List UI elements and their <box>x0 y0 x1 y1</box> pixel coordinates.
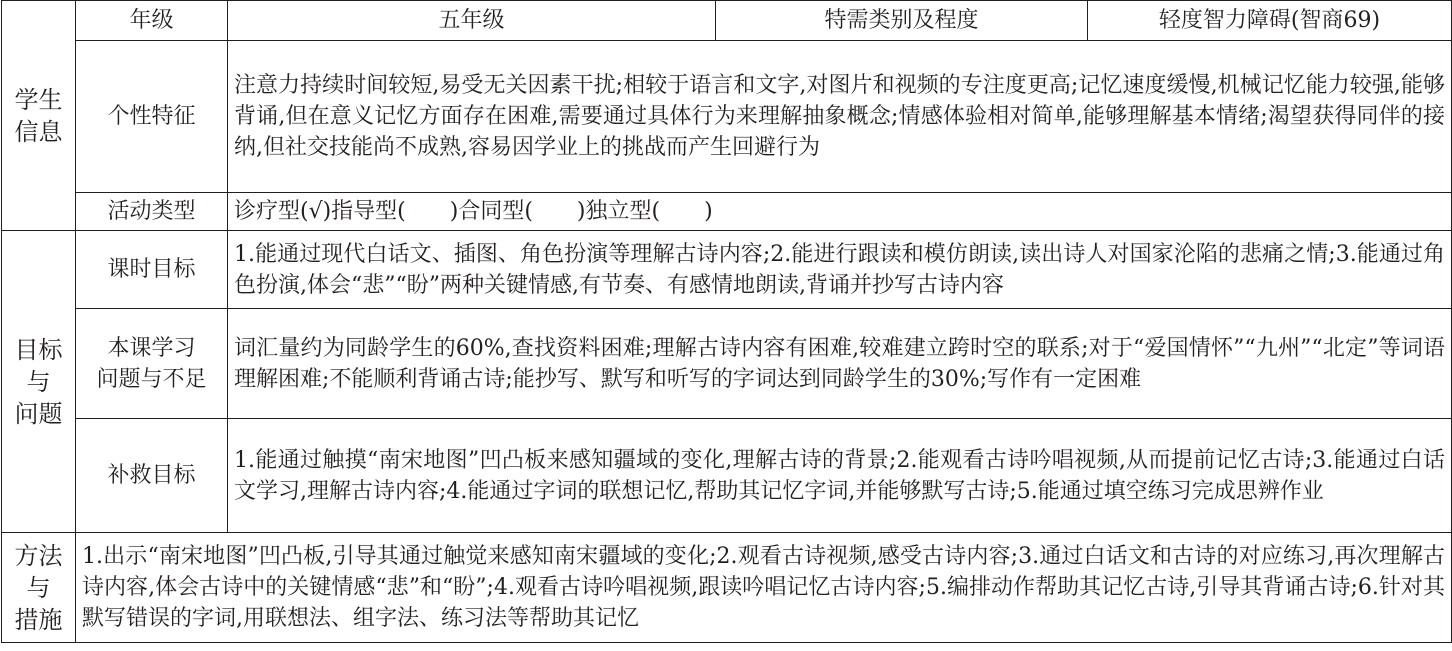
remedy-label: 补救目标 <box>76 419 228 533</box>
section-text: 与 <box>26 367 51 396</box>
special-category-label: 特需类别及程度 <box>716 1 1088 41</box>
section-student-info <box>2 1 76 231</box>
problem-text: 词汇量约为同龄学生的60%,查找资料困难;理解古诗内容有困难,较难建立跨时空的联系;对于“爱国情怀”“九州”“北定”等词语理解困难;不能顺利背诵古诗;能抄写、默写和听写的字词达到同龄学生的30%;写作有一定困难 <box>228 309 1452 419</box>
section-text: 信息 <box>14 117 63 146</box>
lesson-goal-row <box>2 231 1452 309</box>
section-text: 与 <box>26 573 51 602</box>
lesson-goal-text: 1.能通过现代白话文、插图、角色扮演等理解古诗内容;2.能进行跟读和模仿朗读,读出诗人对国家沦陷的悲痛之情;3.能通过角色扮演,体会“悲”“盼”两种关键情感,有节奏、有感情地朗读,背诵并抄写古诗内容 <box>228 231 1452 309</box>
activity-options: 诊疗型(√)指导型( )合同型( )独立型( ) <box>228 193 1452 231</box>
problem-label-line: 本课学习 <box>107 335 196 361</box>
problem-label <box>76 309 228 419</box>
personality-row <box>2 41 1452 193</box>
remedy-text: 1.能通过触摸“南宋地图”凹凸板来感知疆域的变化,理解古诗的背景;2.能观看古诗吟唱视频,从而提前记忆古诗;3.能通过白话文学习,理解古诗内容;4.能通过字词的联想记忆,帮助其记忆字词,并能够默写古诗;5.能通过填空练习完成思辨作业 <box>228 419 1452 533</box>
personality-text: 注意力持续时间较短,易受无关因素干扰;相较于语言和文字,对图片和视频的专注度更高;记忆速度缓慢,机械记忆能力较强,能够背诵,但在意义记忆方面存在困难,需要通过具体行为来理解抽象概念;情感体验相对简单,能够理解基本情绪;渴望获得同伴的接纳,但社交技能尚不成熟,容易因学业上的挑战而产生回避行为 <box>228 41 1452 193</box>
problem-row <box>2 309 1452 419</box>
grade-label: 年级 <box>76 1 228 41</box>
section-text: 目标 <box>14 335 63 364</box>
activity-label: 活动类型 <box>76 193 228 231</box>
section-text: 问题 <box>14 399 63 428</box>
methods-row <box>2 533 1452 643</box>
remedy-row <box>2 419 1452 533</box>
section-text: 方法 <box>14 541 63 570</box>
methods-text: 1.出示“南宋地图”凹凸板,引导其通过触觉来感知南宋疆域的变化;2.观看古诗视频,感受古诗内容;3.通过白话文和古诗的对应练习,再次理解古诗内容,体会古诗中的关键情感“悲”和“盼”;4.观看古诗吟唱视频,跟读吟唱记忆古诗内容;5.编排动作帮助其记忆古诗,引导其背诵古诗;6.针对其默写错误的字词,用联想法、组字法、练习法等帮助其记忆 <box>76 533 1452 643</box>
special-category-value: 轻度智力障碍(智商69) <box>1088 1 1452 41</box>
personality-label: 个性特征 <box>76 41 228 193</box>
lesson-goal-label: 课时目标 <box>76 231 228 309</box>
section-text: 措施 <box>14 605 63 634</box>
grade-value: 五年级 <box>228 1 716 41</box>
section-methods <box>2 533 76 643</box>
grade-row <box>2 1 1452 41</box>
section-text: 学生 <box>14 85 63 114</box>
section-goals-problems <box>2 231 76 533</box>
iep-table <box>1 0 1452 643</box>
problem-label-line: 问题与不足 <box>96 366 207 392</box>
activity-row <box>2 193 1452 231</box>
